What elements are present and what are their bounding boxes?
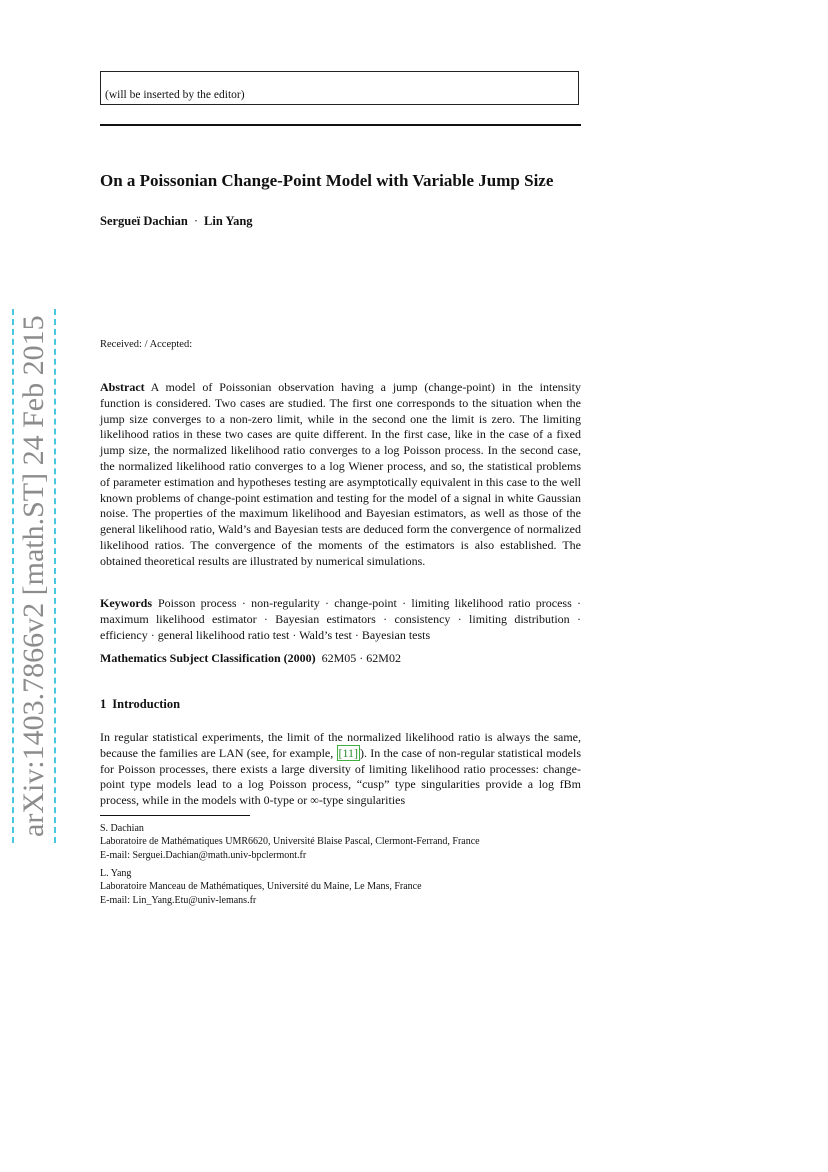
footnote-name: L. Yang [100, 868, 132, 879]
footnote-affiliation: Laboratoire Manceau de Mathématiques, Université du Maine, Le Mans, France [100, 881, 422, 893]
footnote-affiliation: Laboratoire de Mathématiques UMR6620, Université Blaise Pascal, Clermont-Ferrand, France [100, 836, 480, 848]
author-list [100, 214, 253, 229]
section-title: Introduction [112, 697, 181, 711]
msc-codes: 62M05 · 62M02 [321, 651, 401, 665]
keywords-text: Poisson process · non-regularity · change-point · limiting likelihood ratio process · maximum likelihood estimator · Bayesian estimators · consistency · limiting distribution · efficiency · general likelihood ratio test · Wald’s test · Bayesian tests [100, 596, 581, 642]
author-separator: · [193, 214, 199, 228]
citation-link[interactable]: [11] [338, 745, 359, 760]
received-line: Received: / Accepted: [100, 339, 193, 350]
msc-classification [100, 651, 581, 667]
author-name: Lin Yang [204, 214, 253, 228]
keywords-label: Keywords [100, 596, 152, 610]
editor-note-box [100, 71, 579, 105]
section-number: 1 [100, 697, 107, 711]
keywords [100, 596, 581, 643]
author-name: Sergueï Dachian [100, 214, 188, 228]
abstract-text: A model of Poissonian observation having a jump (change-point) in the intensity function is considered. Two cases are studied. The first one corresponds to the situation when the jump size converges to a non-zero limit, while in the second one the limit is zero. The limiting likelihood ratios in these two cases are quite different. In the first case, like in the case of a fixed jump size, the normalized likelihood ratio converges to a log Poisson process. In the second case, the normalized likelihood ratio converges to a log Wiener process, and so, the statistical problems of parameter estimation and hypotheses testing are asymptotically equivalent in this case to the well known problems of change-point estimation and testing for the model of a signal in white Gaussian noise. The properties of the maximum likelihood and Bayesian estimators, as well as those of the general likelihood ratio, Wald’s and Bayesian tests are deduced form the convergence of normalized likelihood ratios. The convergence of the moments of the estimators is also established. The obtained theoretical results are illustrated by numerical simulations. [100, 380, 581, 568]
footnote-author [100, 822, 480, 862]
footnote-rule [100, 815, 250, 816]
paper-title: On a Poissonian Change-Point Model with Variable Jump Size [100, 171, 554, 190]
arxiv-stamp[interactable]: arXiv:1403.7866v2 [math.ST] 24 Feb 2015 [12, 309, 56, 843]
section-heading [100, 697, 180, 712]
abstract-label: Abstract [100, 380, 145, 394]
footnote-email: E-mail: Serguei.Dachian@math.univ-bpclermont.fr [100, 849, 307, 861]
footnote-email: E-mail: Lin_Yang.Etu@univ-lemans.fr [100, 894, 257, 906]
abstract [100, 380, 581, 570]
intro-text-continued: ). In the case of non-regular statistical models for Poisson processes, there exists a large diversity of limiting likelihood ratio processes: change-point type models lead to a log Poisson process, “cusp” type singularities provide a log fBm process, while in the models with 0-type or ∞-type singularities [100, 745, 581, 808]
footnote-name: S. Dachian [100, 823, 144, 834]
intro-text: In regular statistical experiments, the limit of the normalized likelihood ratio is always the same, because the families are LAN (see, for example, [100, 730, 581, 760]
editor-note: (will be inserted by the editor) [105, 89, 245, 101]
msc-label: Mathematics Subject Classification (2000) [100, 651, 316, 665]
header-rule [100, 124, 581, 126]
intro-paragraph [100, 730, 581, 809]
footnote-author [100, 867, 422, 907]
